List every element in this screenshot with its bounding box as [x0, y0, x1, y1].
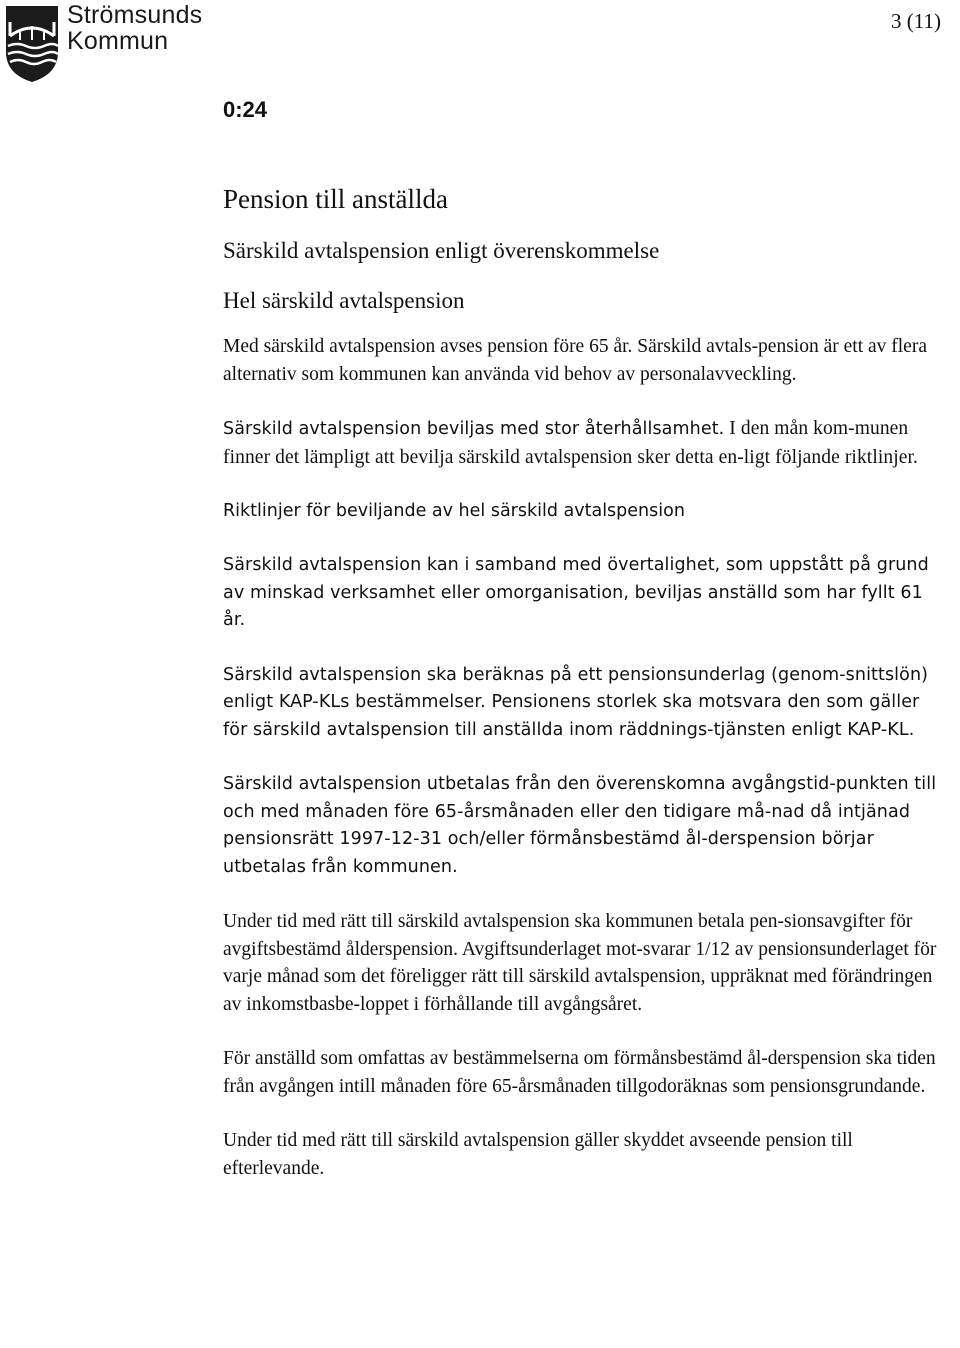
- paragraph-calculation: Särskild avtalspension ska beräknas på ett pensionsunderlag (genom-snittslön) enligt KAP-KLs bestämmelser. Pensionens storlek ska motsvara den som gäller för särskild avtalspension till anställda inom räddnings-tjänsten enligt KAP-KL.: [223, 664, 929, 740]
- section-heading: Särskild avtalspension enligt överenskommelse: [223, 238, 660, 263]
- subsection-heading: Hel särskild avtalspension: [223, 288, 465, 313]
- document-reference: 0:24: [223, 97, 268, 122]
- paragraph-pension-fees: Under tid med rätt till särskild avtalspension ska kommunen betala pen-sionsavgifter för avgiftsbestämd ålderspension. Avgiftsunderlaget mot-svarar 1/12 av pensionsunderlaget för varje månad som det föreligger rätt till särskild avtalspension, uppräknat med förändringen av inkomstbasbe-loppet i förhållande till avgångsåret.: [223, 911, 937, 1015]
- logo-wordmark: [67, 2, 202, 54]
- paragraph-survivor-protection: Under tid med rätt till särskild avtalspension gäller skyddet avseende pension till efterlevande.: [223, 1130, 853, 1179]
- logo-line-2: Kommun: [67, 27, 169, 55]
- paragraph-definition: Med särskild avtalspension avses pension före 65 år. Särskild avtals-pension är ett av flera alternativ som kommunen kan använda vid behov av personalavveckling.: [223, 336, 927, 385]
- paragraph-payment-period: Särskild avtalspension utbetalas från den överenskomna avgångstid-punkten till och med månaden före 65-årsmånaden eller den tidigare må-nad då intjänad pensionsrätt 1997-12-31 och/eller förmånsbestämd ål-derspension börjar utbetalas från kommunen.: [223, 774, 937, 877]
- logo-line-1: Strömsunds: [67, 1, 203, 29]
- restraint-continuation: I den mån kom-munen finner det lämpligt att bevilja särskild avtalspension sker detta en-ligt följande riktlinjer.: [223, 418, 918, 468]
- strömsund-coat-of-arms-icon: [2, 2, 62, 84]
- paragraph-restraint: [223, 415, 945, 472]
- restraint-sentence: Särskild avtalspension beviljas med stor återhållsamhet.: [223, 419, 725, 439]
- guidelines-heading: Riktlinjer för beviljande av hel särskild avtalspension: [223, 501, 685, 521]
- document-body: [223, 181, 945, 1182]
- paragraph-eligibility: Särskild avtalspension kan i samband med övertalighet, som uppstått på grund av minskad verksamhet eller omorganisation, beviljas anställd som har fyllt 61 år.: [223, 555, 929, 630]
- page-title: Pension till anställda: [223, 184, 448, 214]
- page-number: 3 (11): [891, 9, 941, 33]
- paragraph-benefit-credit: För anställd som omfattas av bestämmelserna om förmånsbestämd ål-derspension ska tiden från avgången intill månaden före 65-årsmånaden tillgodoräknas som pensionsgrundande.: [223, 1048, 936, 1097]
- municipality-logo: [0, 0, 205, 86]
